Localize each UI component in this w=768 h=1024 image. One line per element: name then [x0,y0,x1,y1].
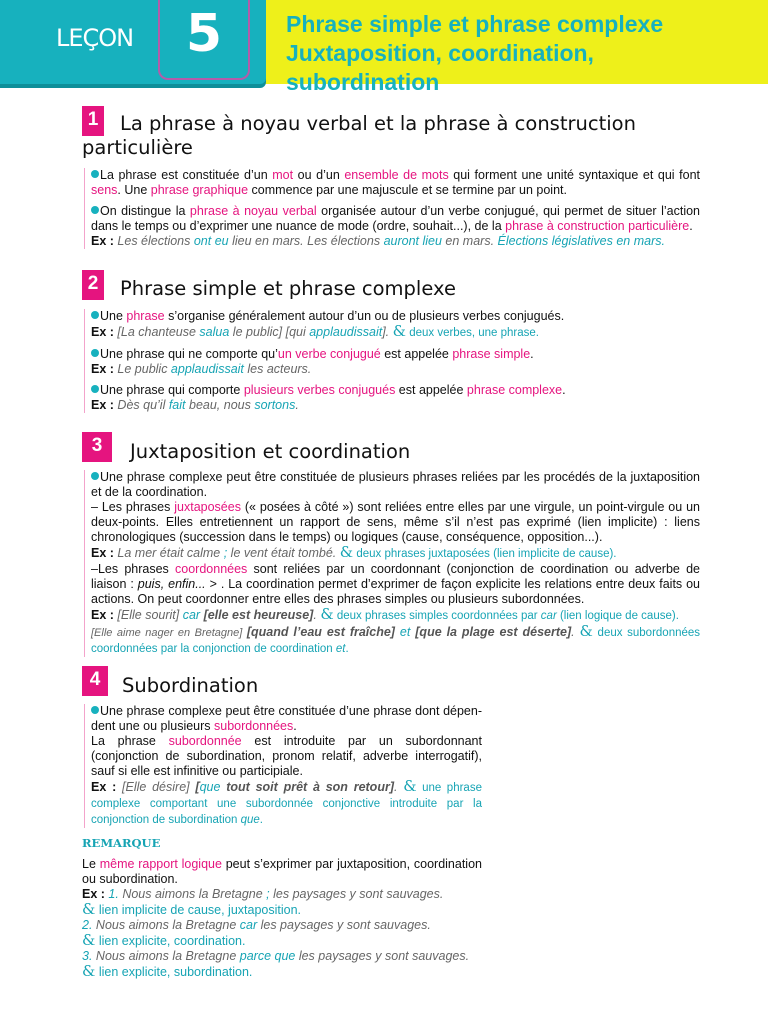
bullet-dot-icon [91,311,99,319]
lesson-number-box [158,0,250,80]
bullet-dot-icon [91,170,99,178]
ampersand-icon: & [403,777,417,795]
lesson-header [0,0,768,100]
section-4-title: Subordination [122,674,259,697]
section-3-heading [82,432,700,464]
section-2-example-2: Ex : Le public applaudissait les acteurs. [91,362,312,376]
section-2-paragraph-3: Une phrase qui comporte plusieurs verbes conjugués est appelée phrase complexe. [91,383,700,398]
section-2-title: Phrase simple et phrase complexe [120,277,456,300]
remarque-note-2: & lien explicite, coordination. [82,931,246,949]
section-4 [82,666,482,980]
section-2-paragraph-1: Une phrase s’organise généralement autour d’un ou de plusieurs verbes conjugués. [91,309,700,324]
ampersand-icon: & [579,622,593,640]
section-2-example-1: Ex : [La chanteuse salua le public] [qui applaudissait]. & deux verbes, une phrase. [91,322,539,340]
lecon-label: LEÇON [56,24,134,52]
bullet-dot-icon [91,385,99,393]
ampersand-icon: & [339,543,354,561]
section-4-paragraph-2: La phrase subordonnée est introduite par un subordonnant (conjonction de subordination, pronom relatif, adverbe interrogatif), sauf si elle est infinitive ou participiale. [91,734,482,778]
section-1-example: Ex : Les élections ont eu lieu en mars. Les élections auront lieu en mars. Élections législatives en mars. [91,234,665,248]
section-1-title: La phrase à noyau verbal et la phrase à construction particulière [82,112,636,159]
section-4-paragraph-1: Une phrase complexe peut être constituée d’une phrase dont dépen- dent une ou plusieurs subordonnées. [91,704,482,733]
section-3-paragraph-3: –Les phrases coordonnées sont reliées par un coordonnant (conjonction de coordination ou adverbe de liaison : puis, enfin... > . La coordination permet d’exprimer de façon explicite les relations entre deux faits ou actions. On peut coordonner entre elles des phrases simples ou plusieurs subordonnées. [91,562,701,606]
remarque-title: REMARQUE [82,836,161,850]
section-3-example-2: Ex : [Elle sourit] car [elle est heureuse]. & deux phrases simples coordonnées par car (lien logique de cause). [91,605,679,623]
section-2-paragraph-2: Une phrase qui ne comporte qu’un verbe conjugué est appelée phrase simple. [91,347,700,362]
section-3-paragraph-1: Une phrase complexe peut être constituée de plusieurs phrases reliées par les procédés de la juxtaposition et de la coordination. [91,470,700,499]
section-1-number: 1 [82,106,104,136]
remarque-note-3: & lien explicite, subordination. [82,962,253,980]
section-3-example-3: [Elle aime nager en Bretagne] [quand l’eau est fraîche] et [que la plage est déserte]. & deux subordonnées coordonnées par la conjonction de coordination et. [91,622,701,655]
remarque-example-3: 3. Nous aimons la Bretagne parce que les paysages y sont sauvages. [82,949,470,963]
remarque-note-1: & lien implicite de cause, juxtaposition. [82,900,302,918]
bullet-dot-icon [91,472,99,480]
section-3-title: Juxtaposition et coordination [130,440,411,463]
ampersand-icon: & [320,605,334,623]
section-3-example-1: Ex : La mer était calme ; le vent était tombé. & deux phrases juxtaposées (lien implicite de cause). [91,543,617,561]
section-2-example-3: Ex : Dès qu’il fait beau, nous sortons. [91,398,299,412]
section-4-number: 4 [82,666,108,696]
ampersand-icon: & [82,931,96,949]
lesson-title-line-1: Phrase simple et phrase complexe [286,11,664,37]
section-2 [82,270,700,419]
section-4-body [84,704,482,828]
section-2-number: 2 [82,270,104,300]
remarque-example-2: 2. Nous aimons la Bretagne car les paysages y sont sauvages. [82,918,431,932]
lesson-number: 5 [185,4,223,64]
ampersand-icon: & [82,900,96,918]
section-3 [82,432,700,663]
bullet-dot-icon [91,206,99,214]
remarque-paragraph: Le même rapport logique peut s’exprimer par juxtaposition, coordination ou subordination. [82,857,482,886]
section-4-example: Ex : [Elle désire] [que tout soit prêt à son retour]. & une phrase complexe comportant une subordonnée conjonctive introduite par la conjonction de subordination que. [91,777,482,826]
section-4-heading [82,666,482,698]
remarque-block [82,836,482,980]
section-1-heading [82,106,700,160]
section-3-body [84,470,700,657]
section-3-number: 3 [82,432,112,462]
remarque-example-1: Ex : 1. Nous aimons la Bretagne ; les paysages y sont sauvages. [82,887,444,901]
section-1-paragraph-2: On distingue la phrase à noyau verbal organisée autour d’un verbe conjugué, qui permet de situer l’action dans le temps ou d’exprimer une nuance de mode (ordre, souhait...), de la phrase à construction particulière. [91,204,700,233]
section-3-paragraph-2: – Les phrases juxtaposées (« posées à côté ») sont reliées entre elles par une virgule, un point-virgule ou un deux-points. Elles entretiennent un rapport de sens, même s’il n’est pas exprimé (lien implicite) : liens chronologiques (succession dans le temps) ou logiques (cause, conséquence, opposition...). [91,500,700,544]
section-2-body [84,309,700,413]
lesson-title-line-2: Juxtaposition, coordination, [286,40,594,66]
section-1 [82,106,700,255]
section-1-body [84,168,700,249]
bullet-dot-icon [91,349,99,357]
section-2-heading [82,270,700,301]
lesson-title-line-3: subordination [286,69,440,95]
bullet-dot-icon [91,706,99,714]
section-1-paragraph-1: La phrase est constituée d’un mot ou d’un ensemble de mots qui forment une unité syntaxique et qui font sens. Une phrase graphique commence par une majuscule et se termine par un point. [91,168,700,197]
ampersand-icon: & [392,322,406,340]
lesson-title [286,10,756,97]
ampersand-icon: & [82,962,96,980]
